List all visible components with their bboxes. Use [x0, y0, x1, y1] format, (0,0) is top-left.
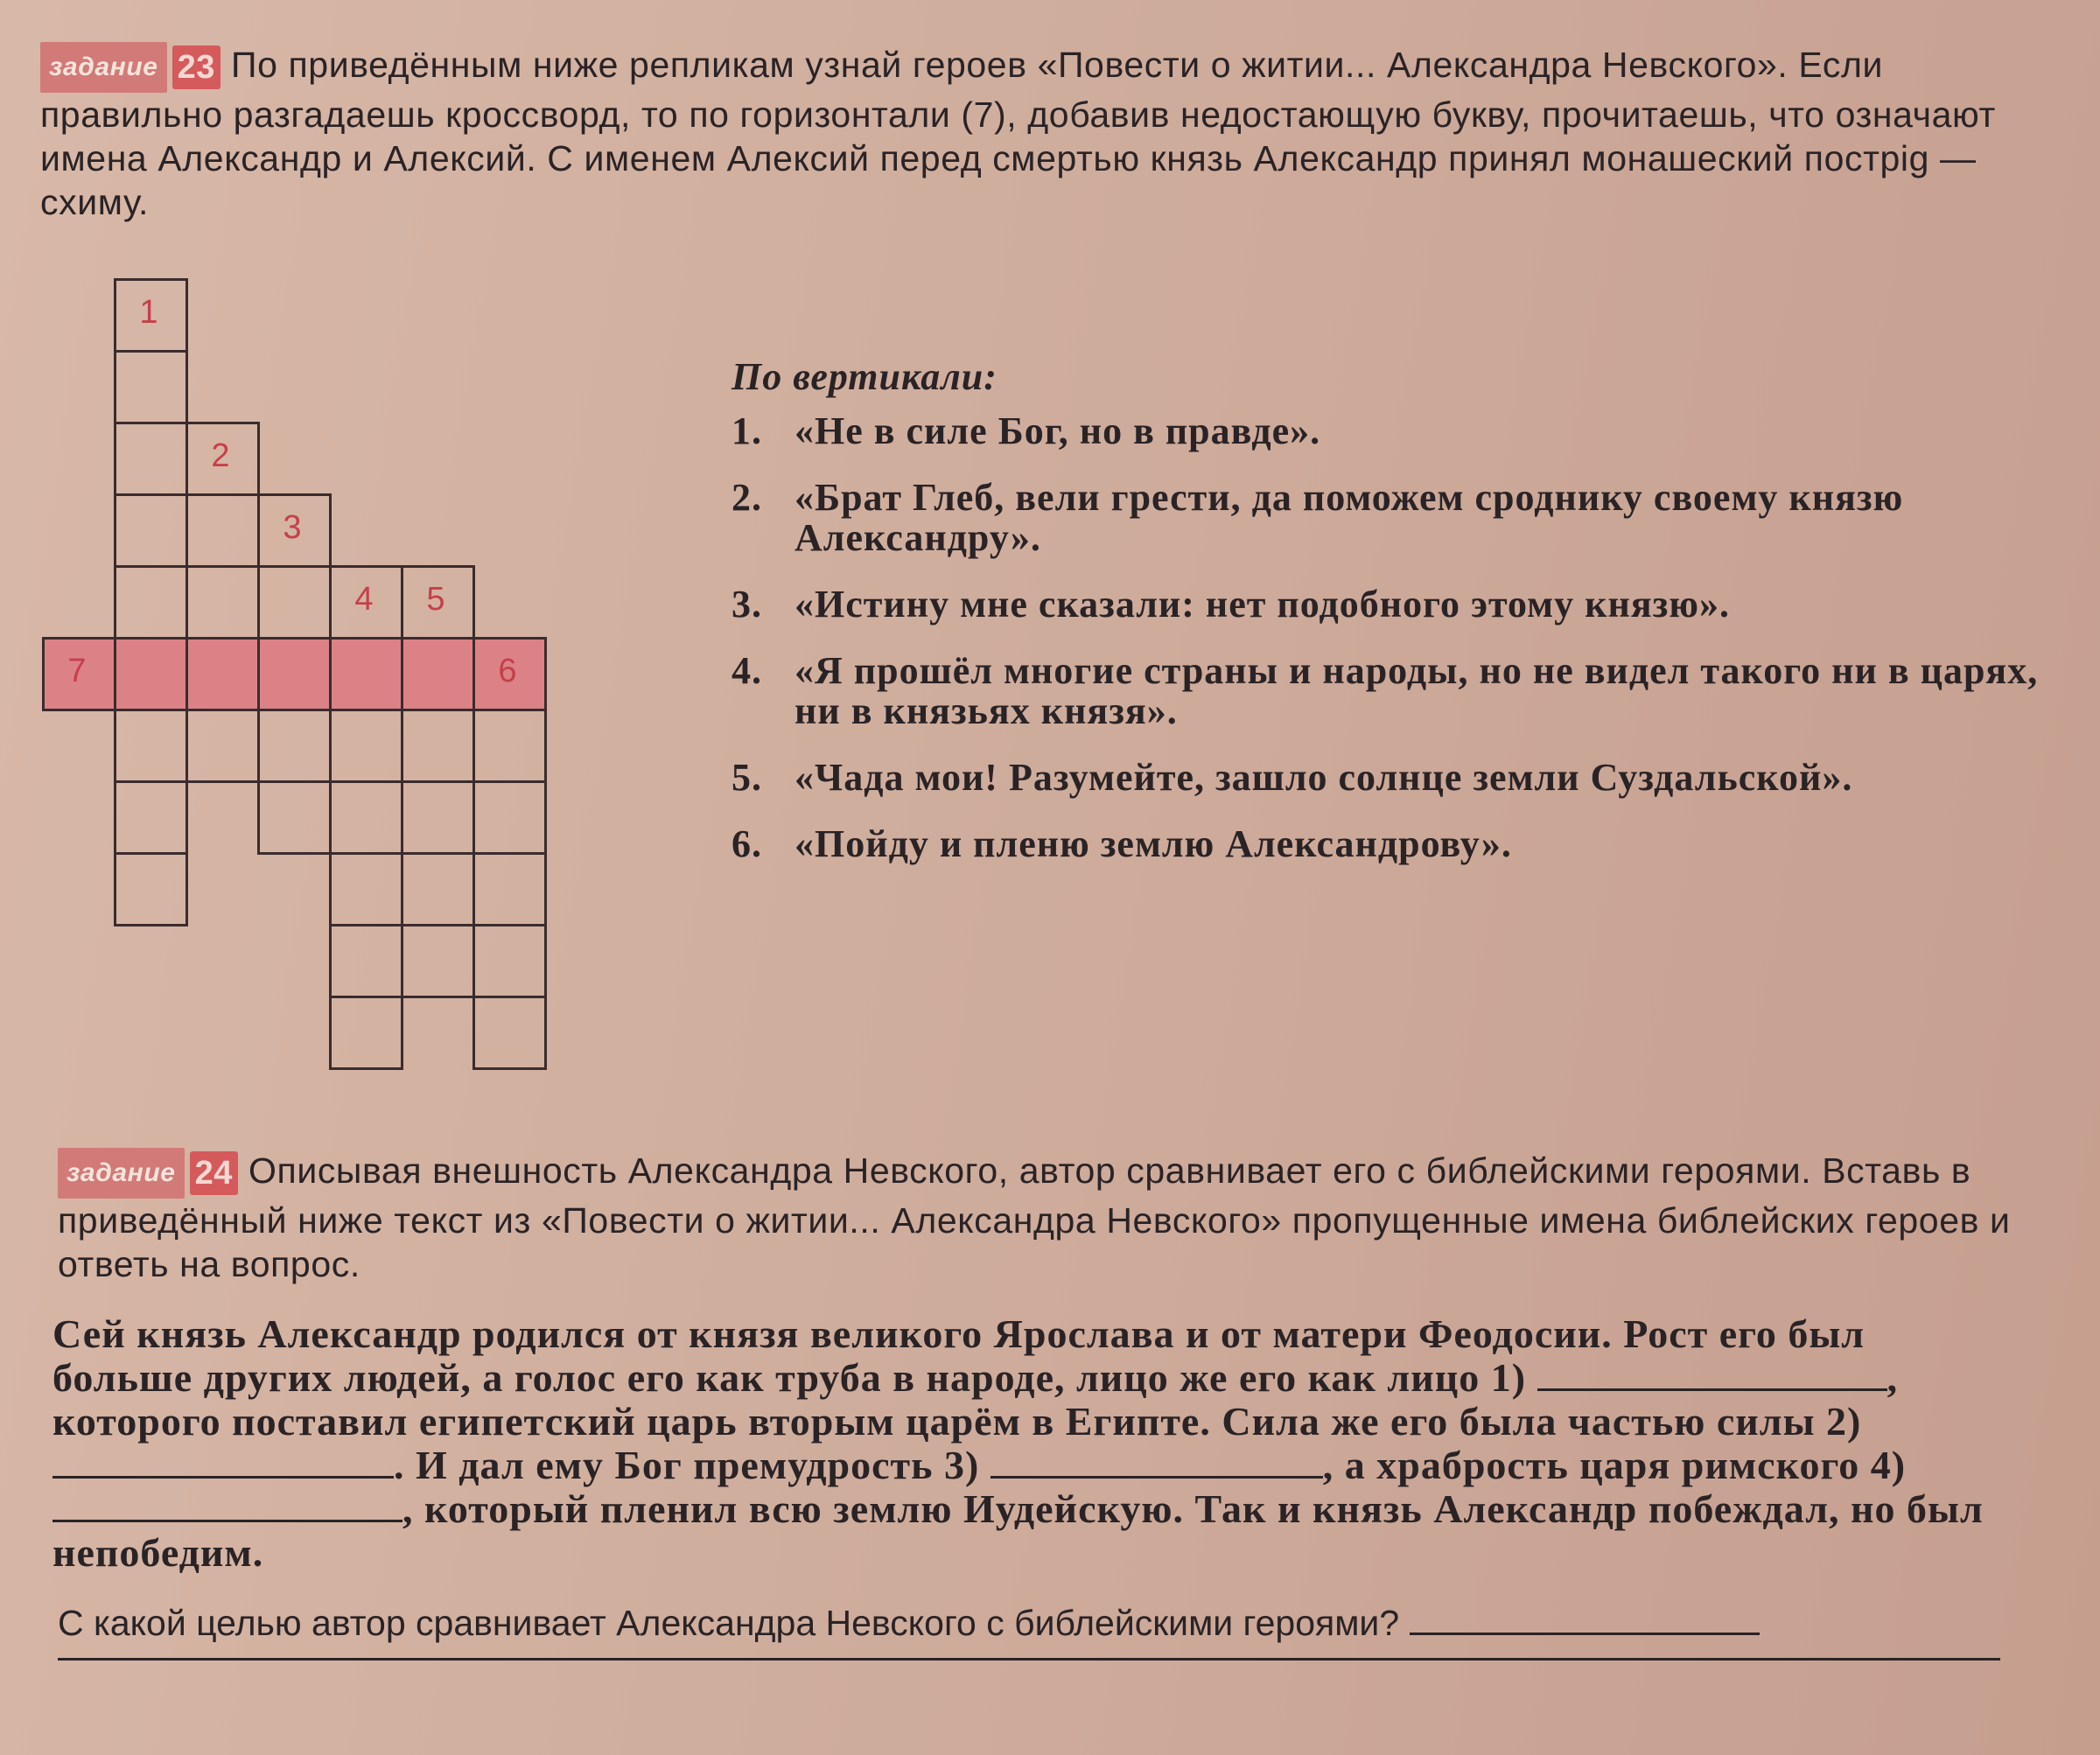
crossword-cell[interactable]: [186, 493, 260, 568]
crossword-cell[interactable]: [114, 422, 188, 496]
task23-label: задание: [40, 42, 167, 93]
crossword-cell[interactable]: [257, 709, 332, 783]
task24-number: 24: [190, 1151, 238, 1195]
task24-question: С какой целью автор сравнивает Александра Невского с библейскими героями?: [58, 1601, 2000, 1645]
task23-intro-text: По приведённым ниже репликам узнай героев «Повести о житии... Александра Невского». Если правильно разгадаешь кроссворд, то по горизонтали (7), добавив недостающую букву, прочитаешь, что означают имена Александр и Алексий. С именем Алексий перед смертью князь Александр принял монашеский пострig — схиму.: [40, 44, 1996, 222]
crossword-cell[interactable]: [401, 709, 475, 783]
crossword-cell[interactable]: [329, 996, 403, 1070]
vertical-clues: [732, 354, 2044, 891]
crossword-cell[interactable]: [257, 780, 332, 855]
task23-number: 23: [172, 45, 220, 89]
clue-1: 1. «Не в силе Бог, но в правде».: [732, 409, 1321, 452]
clues-heading: По вертикали:: [732, 355, 998, 398]
crossword-cell[interactable]: [114, 350, 188, 424]
crossword-cell[interactable]: [186, 565, 260, 640]
crossword-cell[interactable]: [401, 852, 475, 926]
blank-4[interactable]: [52, 1488, 402, 1522]
clue-6: 6. «Пойду и пленю землю Александрову».: [732, 822, 1512, 865]
crossword-number-7: 7: [67, 653, 87, 689]
crossword-number-4: 4: [354, 581, 374, 618]
task24-passage: Сей князь Александр родился от князя великого Ярослава и от матери Феодосии. Рост его был больше других людей, а голос его как труба в народе, лицо же его как лицо 1) , которого поставил египетский царь вторым царём в Египте. Сила же его была частью силы 2) . И дал ему Бог премудрость 3) , а храбрость царя римского 4) , который пленил всю землю Иудейскую. Так и князь Александр побеждал, но был непобедим.: [52, 1311, 1984, 1575]
crossword-cell[interactable]: [472, 780, 547, 855]
crossword-cell[interactable]: [472, 924, 547, 998]
blank-1[interactable]: [1537, 1357, 1887, 1391]
crossword-cell[interactable]: [114, 565, 188, 640]
blank-3[interactable]: [990, 1444, 1323, 1479]
task24-intro-text: Описывая внешность Александра Невского, автор сравнивает его с библейскими героями. Вставь в приведённый ниже текст из «Повести о житии... Александра Невского» пропущенные имена библейских героев и ответь на вопрос.: [58, 1150, 2011, 1284]
crossword-cell[interactable]: [401, 924, 475, 998]
answer-line[interactable]: [58, 1658, 2000, 1661]
crossword-cell[interactable]: [329, 852, 403, 926]
clue-3: 3. «Истину мне сказали: нет подобного этому князю».: [732, 583, 1730, 626]
crossword-cell[interactable]: [114, 780, 188, 855]
answer-blank[interactable]: [1410, 1601, 1760, 1635]
crossword-cell[interactable]: [472, 709, 547, 783]
crossword-cell[interactable]: [186, 637, 260, 711]
crossword-cell[interactable]: [257, 565, 332, 640]
crossword-cell[interactable]: [329, 780, 403, 855]
crossword-cell[interactable]: [329, 637, 403, 711]
crossword-number-5: 5: [426, 581, 445, 618]
crossword-cell[interactable]: [472, 996, 547, 1070]
task24-label: задание: [58, 1148, 185, 1199]
crossword-cell[interactable]: [401, 637, 475, 711]
task23-intro: [40, 42, 2053, 224]
crossword-cell[interactable]: [401, 780, 475, 855]
crossword-cell[interactable]: [329, 709, 403, 783]
crossword-cell[interactable]: [114, 709, 188, 783]
clue-4: 4. «Я прошёл многие страны и народы, но не видел такого ни в царях, ни в князьях князя».: [732, 649, 2039, 732]
crossword-number-2: 2: [211, 437, 230, 474]
clue-5: 5. «Чада мои! Разумейте, зашло солнце земли Суздальской».: [732, 756, 1853, 799]
crossword-cell[interactable]: [114, 493, 188, 568]
clue-2: 2. «Брат Глеб, вели грести, да поможем сроднику своему князю Александру».: [732, 476, 1904, 559]
crossword-number-3: 3: [283, 509, 302, 546]
crossword-cell[interactable]: [329, 924, 403, 998]
crossword-cell[interactable]: [114, 852, 188, 926]
crossword-cell[interactable]: [114, 637, 188, 711]
crossword-number-1: 1: [139, 294, 158, 331]
crossword-cell[interactable]: [257, 637, 332, 711]
crossword-cell[interactable]: [472, 852, 547, 926]
crossword-cell[interactable]: [186, 709, 260, 783]
crossword-number-6: 6: [498, 653, 517, 689]
task24-intro: [58, 1148, 2026, 1286]
blank-2[interactable]: [52, 1444, 394, 1479]
